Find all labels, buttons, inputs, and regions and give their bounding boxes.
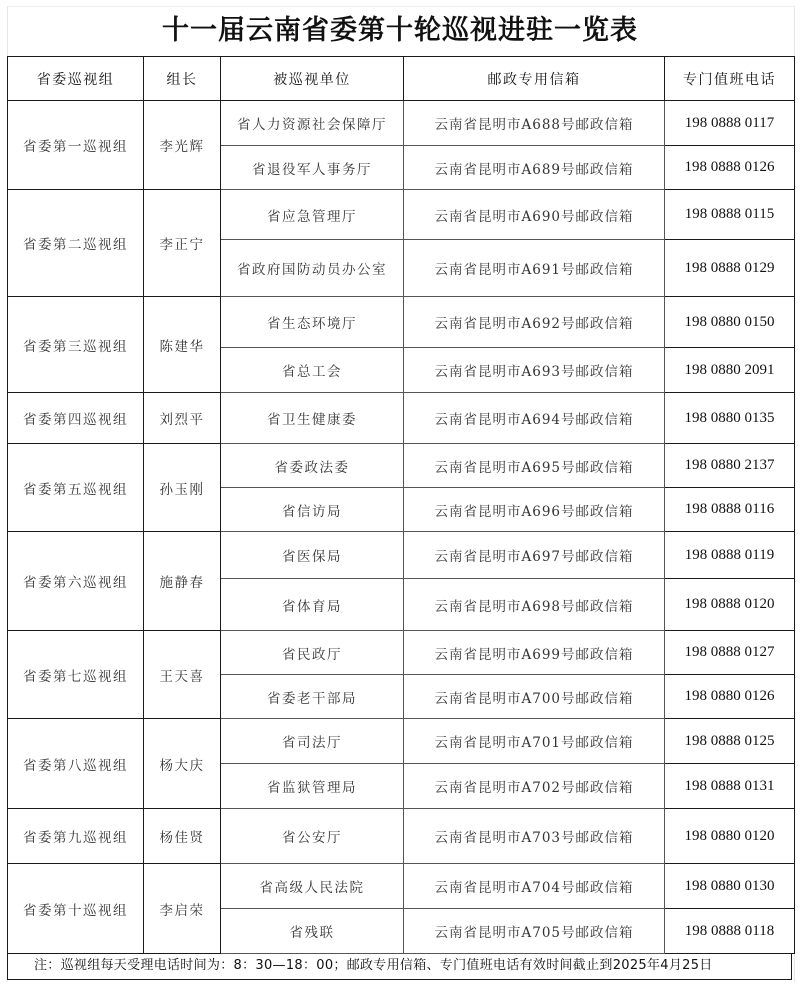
inspected-unit: 省公安厅 (221, 809, 404, 864)
group-name: 省委第一巡视组 (8, 101, 144, 190)
duty-phone: 198 0880 0150 (665, 297, 795, 348)
group-leader: 陈建华 (144, 297, 221, 393)
duty-phone: 198 0880 0130 (665, 864, 795, 909)
inspected-unit: 省生态环境厅 (221, 297, 404, 348)
table-row (8, 444, 795, 488)
group-name: 省委第四巡视组 (8, 393, 144, 444)
inspected-unit: 省政府国防动员办公室 (221, 240, 404, 297)
duty-phone: 198 0888 0117 (665, 101, 795, 146)
inspected-unit: 省信访局 (221, 488, 404, 532)
inspected-unit: 省司法厅 (221, 719, 404, 764)
inspected-unit: 省应急管理厅 (221, 190, 404, 240)
mailbox: 云南省昆明市A698号邮政信箱 (404, 579, 665, 631)
page-title: 十一届云南省委第十轮巡视进驻一览表 (162, 15, 638, 46)
duty-phone: 198 0888 0125 (665, 719, 795, 764)
table-row (8, 631, 795, 675)
group-leader: 李正宁 (144, 190, 221, 297)
mailbox: 云南省昆明市A703号邮政信箱 (404, 809, 665, 864)
inspected-unit: 省残联 (221, 909, 404, 954)
inspected-unit: 省卫生健康委 (221, 393, 404, 444)
duty-phone: 198 0880 0135 (665, 393, 795, 444)
group-name: 省委第五巡视组 (8, 444, 144, 532)
group-name: 省委第二巡视组 (8, 190, 144, 297)
table-row (8, 190, 795, 240)
group-leader: 杨佳贤 (144, 809, 221, 864)
table-row (8, 809, 795, 864)
group-leader: 孙玉刚 (144, 444, 221, 532)
duty-phone: 198 0888 0127 (665, 631, 795, 675)
mailbox: 云南省昆明市A701号邮政信箱 (404, 719, 665, 764)
group-name: 省委第六巡视组 (8, 532, 144, 631)
duty-phone: 198 0888 0119 (665, 532, 795, 579)
duty-phone: 198 0888 0115 (665, 190, 795, 240)
duty-phone: 198 0880 0126 (665, 675, 795, 719)
group-leader: 杨大庆 (144, 719, 221, 809)
duty-phone: 198 0880 0120 (665, 809, 795, 864)
table-header-row (8, 57, 795, 101)
table-row (8, 864, 795, 909)
table-row (8, 532, 795, 579)
duty-phone: 198 0888 0116 (665, 488, 795, 532)
mailbox: 云南省昆明市A702号邮政信箱 (404, 764, 665, 809)
group-name: 省委第九巡视组 (8, 809, 144, 864)
duty-phone: 198 0888 0118 (665, 909, 795, 954)
header-mailbox: 邮政专用信箱 (404, 57, 665, 101)
duty-phone: 198 0880 2137 (665, 444, 795, 488)
group-name: 省委第七巡视组 (8, 631, 144, 719)
mailbox: 云南省昆明市A699号邮政信箱 (404, 631, 665, 675)
mailbox: 云南省昆明市A704号邮政信箱 (404, 864, 665, 909)
mailbox: 云南省昆明市A694号邮政信箱 (404, 393, 665, 444)
table-row (8, 719, 795, 764)
mailbox: 云南省昆明市A691号邮政信箱 (404, 240, 665, 297)
header-unit: 被巡视单位 (221, 57, 404, 101)
header-group: 省委巡视组 (8, 57, 144, 101)
group-leader: 刘烈平 (144, 393, 221, 444)
group-name: 省委第三巡视组 (8, 297, 144, 393)
inspected-unit: 省监狱管理局 (221, 764, 404, 809)
mailbox: 云南省昆明市A700号邮政信箱 (404, 675, 665, 719)
inspected-unit: 省总工会 (221, 348, 404, 393)
group-name: 省委第八巡视组 (8, 719, 144, 809)
mailbox: 云南省昆明市A695号邮政信箱 (404, 444, 665, 488)
duty-phone: 198 0888 0131 (665, 764, 795, 809)
inspected-unit: 省委老干部局 (221, 675, 404, 719)
mailbox: 云南省昆明市A690号邮政信箱 (404, 190, 665, 240)
mailbox: 云南省昆明市A688号邮政信箱 (404, 101, 665, 146)
duty-phone: 198 0888 0126 (665, 146, 795, 190)
inspected-unit: 省民政厅 (221, 631, 404, 675)
mailbox: 云南省昆明市A705号邮政信箱 (404, 909, 665, 954)
footnote: 注：巡视组每天受理电话时间为：8：30—18：00；邮政专用信箱、专门值班电话有效时间截止到2025年4月25日 (7, 953, 792, 980)
group-leader: 李光辉 (144, 101, 221, 190)
mailbox: 云南省昆明市A692号邮政信箱 (404, 297, 665, 348)
inspected-unit: 省体育局 (221, 579, 404, 631)
inspected-unit: 省医保局 (221, 532, 404, 579)
mailbox: 云南省昆明市A689号邮政信箱 (404, 146, 665, 190)
header-leader: 组长 (144, 57, 221, 101)
mailbox: 云南省昆明市A696号邮政信箱 (404, 488, 665, 532)
inspected-unit: 省人力资源社会保障厅 (221, 101, 404, 146)
inspected-unit: 省高级人民法院 (221, 864, 404, 909)
inspected-unit: 省委政法委 (221, 444, 404, 488)
table-row (8, 101, 795, 146)
inspected-unit: 省退役军人事务厅 (221, 146, 404, 190)
group-leader: 施静春 (144, 532, 221, 631)
group-name: 省委第十巡视组 (8, 864, 144, 954)
group-leader: 王天喜 (144, 631, 221, 719)
inspection-table (7, 56, 795, 954)
table-row (8, 297, 795, 348)
duty-phone: 198 0888 0129 (665, 240, 795, 297)
duty-phone: 198 0888 0120 (665, 579, 795, 631)
table-row (8, 393, 795, 444)
duty-phone: 198 0880 2091 (665, 348, 795, 393)
mailbox: 云南省昆明市A693号邮政信箱 (404, 348, 665, 393)
group-leader: 李启荣 (144, 864, 221, 954)
header-phone: 专门值班电话 (665, 57, 795, 101)
mailbox: 云南省昆明市A697号邮政信箱 (404, 532, 665, 579)
